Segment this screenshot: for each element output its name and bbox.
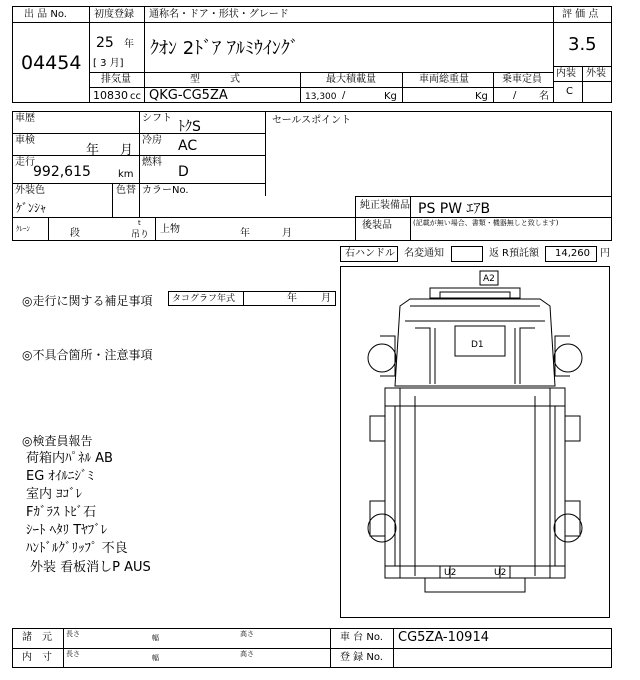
gross-weight-label: 車両総重量 xyxy=(419,74,469,85)
dimensions-label: 諸 元 xyxy=(22,632,52,643)
color-value: ｹﾞﾝｼｬ xyxy=(16,201,47,215)
mark-cab: D1 xyxy=(471,340,484,350)
width-label-2: 幅 xyxy=(152,654,159,662)
tacho-year-unit: 年 xyxy=(287,293,297,304)
reg-year: 25 xyxy=(96,35,114,51)
inspection-label: 車検 xyxy=(15,135,35,146)
capacity-sep: / xyxy=(513,90,517,101)
chassis-number: CG5ZA-10914 xyxy=(398,630,489,645)
mark-front: A2 xyxy=(483,274,495,284)
max-load-label: 最大積載量 xyxy=(326,74,376,85)
mileage-value: 992,615 xyxy=(33,164,91,180)
fuel-label: 燃料 xyxy=(142,157,162,168)
crane-mount-label: 上物 xyxy=(160,224,180,235)
displacement-unit: cc xyxy=(130,91,141,102)
crane-tier: 段 xyxy=(70,228,80,239)
name-label: 通称名・ドア・形状・グレード xyxy=(149,9,289,20)
max-load-sep: / xyxy=(342,90,346,101)
crane-year-unit: 年 xyxy=(240,228,250,239)
rhd-label: 右ハンドル xyxy=(345,248,395,259)
model-value: QKG-CG5ZA xyxy=(149,88,228,103)
mark-rear-right: U2 xyxy=(494,568,507,578)
length-label-2: 長さ xyxy=(66,650,80,658)
color-change-label: 色替 xyxy=(116,185,136,196)
max-load-value: 13,300 xyxy=(305,92,337,102)
lot-number: 04454 xyxy=(21,52,82,74)
truck-outline xyxy=(340,266,610,618)
mark-rear-left: U2 xyxy=(444,568,457,578)
inspection-month-unit: 月 xyxy=(120,143,134,158)
mileage-unit: km xyxy=(118,169,134,180)
tachograph-label: タコグラフ年式 xyxy=(172,294,236,304)
capacity-unit: 名 xyxy=(539,91,549,102)
gross-weight-unit: Kg xyxy=(475,91,488,102)
sales-point-label: セールスポイント xyxy=(272,115,352,126)
yen-label: 円 xyxy=(600,248,610,259)
grade-label: 評 価 点 xyxy=(562,9,599,20)
aftermarket-label: 後装品 xyxy=(362,220,392,231)
color-code-label: カラーNo. xyxy=(142,185,189,196)
first-reg-label: 初度登録 xyxy=(94,9,134,20)
height-label-2: 高さ xyxy=(240,650,254,658)
color-label: 外装色 xyxy=(15,185,45,196)
ac-value: AC xyxy=(178,138,198,154)
lot-label: 出 品 No. xyxy=(24,9,67,20)
registration-label: 登 録 No. xyxy=(340,652,383,663)
shift-value: ﾄｸS xyxy=(178,119,201,135)
inspector-title: ◎検査員報告 xyxy=(22,434,93,448)
interior-label: 内装 xyxy=(556,68,576,79)
height-label: 高さ xyxy=(240,630,254,638)
fuel-value: D xyxy=(178,164,189,180)
report-line: ｼｰﾄ ﾍﾀﾘ Tﾔﾌﾞﾚ xyxy=(26,523,108,538)
inspection-year-unit: 年 xyxy=(86,143,100,158)
report-line: ﾊﾝﾄﾞﾙｸﾞﾘｯﾌﾟ 不良 xyxy=(26,541,128,556)
report-line: 室内 ﾖｺﾞﾚ xyxy=(26,487,83,502)
tacho-month-unit: 月 xyxy=(321,293,331,304)
mileage-label: 走行 xyxy=(15,157,35,168)
crane-month-unit: 月 xyxy=(282,228,292,239)
report-line: EG ｵｲﾙﾆｼﾞﾐ xyxy=(26,469,94,484)
chassis-label: 車 台 No. xyxy=(340,632,383,643)
equipment-value: PS PW ｴｱB xyxy=(418,201,491,217)
name-change-box xyxy=(451,246,483,262)
history-label: 車歴 xyxy=(15,113,35,124)
capacity-label: 乗車定員 xyxy=(502,74,542,85)
report-line: 荷箱内ﾊﾟﾈﾙ AB xyxy=(26,451,113,466)
aftermarket-note: (記載が無い場合、書類・機器無しと致します) xyxy=(413,219,559,227)
name-change-label: 名変通知 xyxy=(404,248,444,259)
returned-label: 返 xyxy=(489,248,499,259)
displacement-value: 10830 xyxy=(93,89,128,102)
crane-label: ｸﾚｰﾝ xyxy=(16,225,30,233)
crane-hook: 吊り xyxy=(131,230,150,240)
width-label: 幅 xyxy=(152,634,159,642)
ac-label: 冷房 xyxy=(142,135,162,146)
reg-year-unit: 年 xyxy=(124,39,134,50)
reg-month: [ 3 月] xyxy=(93,58,124,69)
model-label: 型 式 xyxy=(190,74,240,85)
report-line: 外装 看板消しP AUS xyxy=(30,560,151,575)
report-line: Fｶﾞﾗｽ ﾄﾋﾞ石 xyxy=(26,505,97,520)
defects-note: ◎不具合箇所・注意事項 xyxy=(22,348,153,362)
r-mileage-label: R預託額 xyxy=(502,248,539,259)
size-label: 内 寸 xyxy=(22,652,52,663)
driving-note: ◎走行に関する補足事項 xyxy=(22,294,153,308)
length-label: 長さ xyxy=(66,630,80,638)
shift-label: シフト xyxy=(142,113,172,124)
vehicle-name: ｸｵﾝ 2ﾄﾞｱ ｱﾙﾐｳｲﾝｸﾞ xyxy=(150,38,299,59)
displacement-label: 排気量 xyxy=(101,74,131,85)
interior-grade: C xyxy=(566,86,573,97)
exterior-label: 外装 xyxy=(586,68,606,79)
max-load-unit: Kg xyxy=(384,91,397,102)
crane-ton-unit: t xyxy=(138,219,141,227)
r-amount: 14,260 xyxy=(555,248,590,259)
grade-value: 3.5 xyxy=(568,34,597,55)
equip-label: 純正装備品 xyxy=(360,200,410,211)
